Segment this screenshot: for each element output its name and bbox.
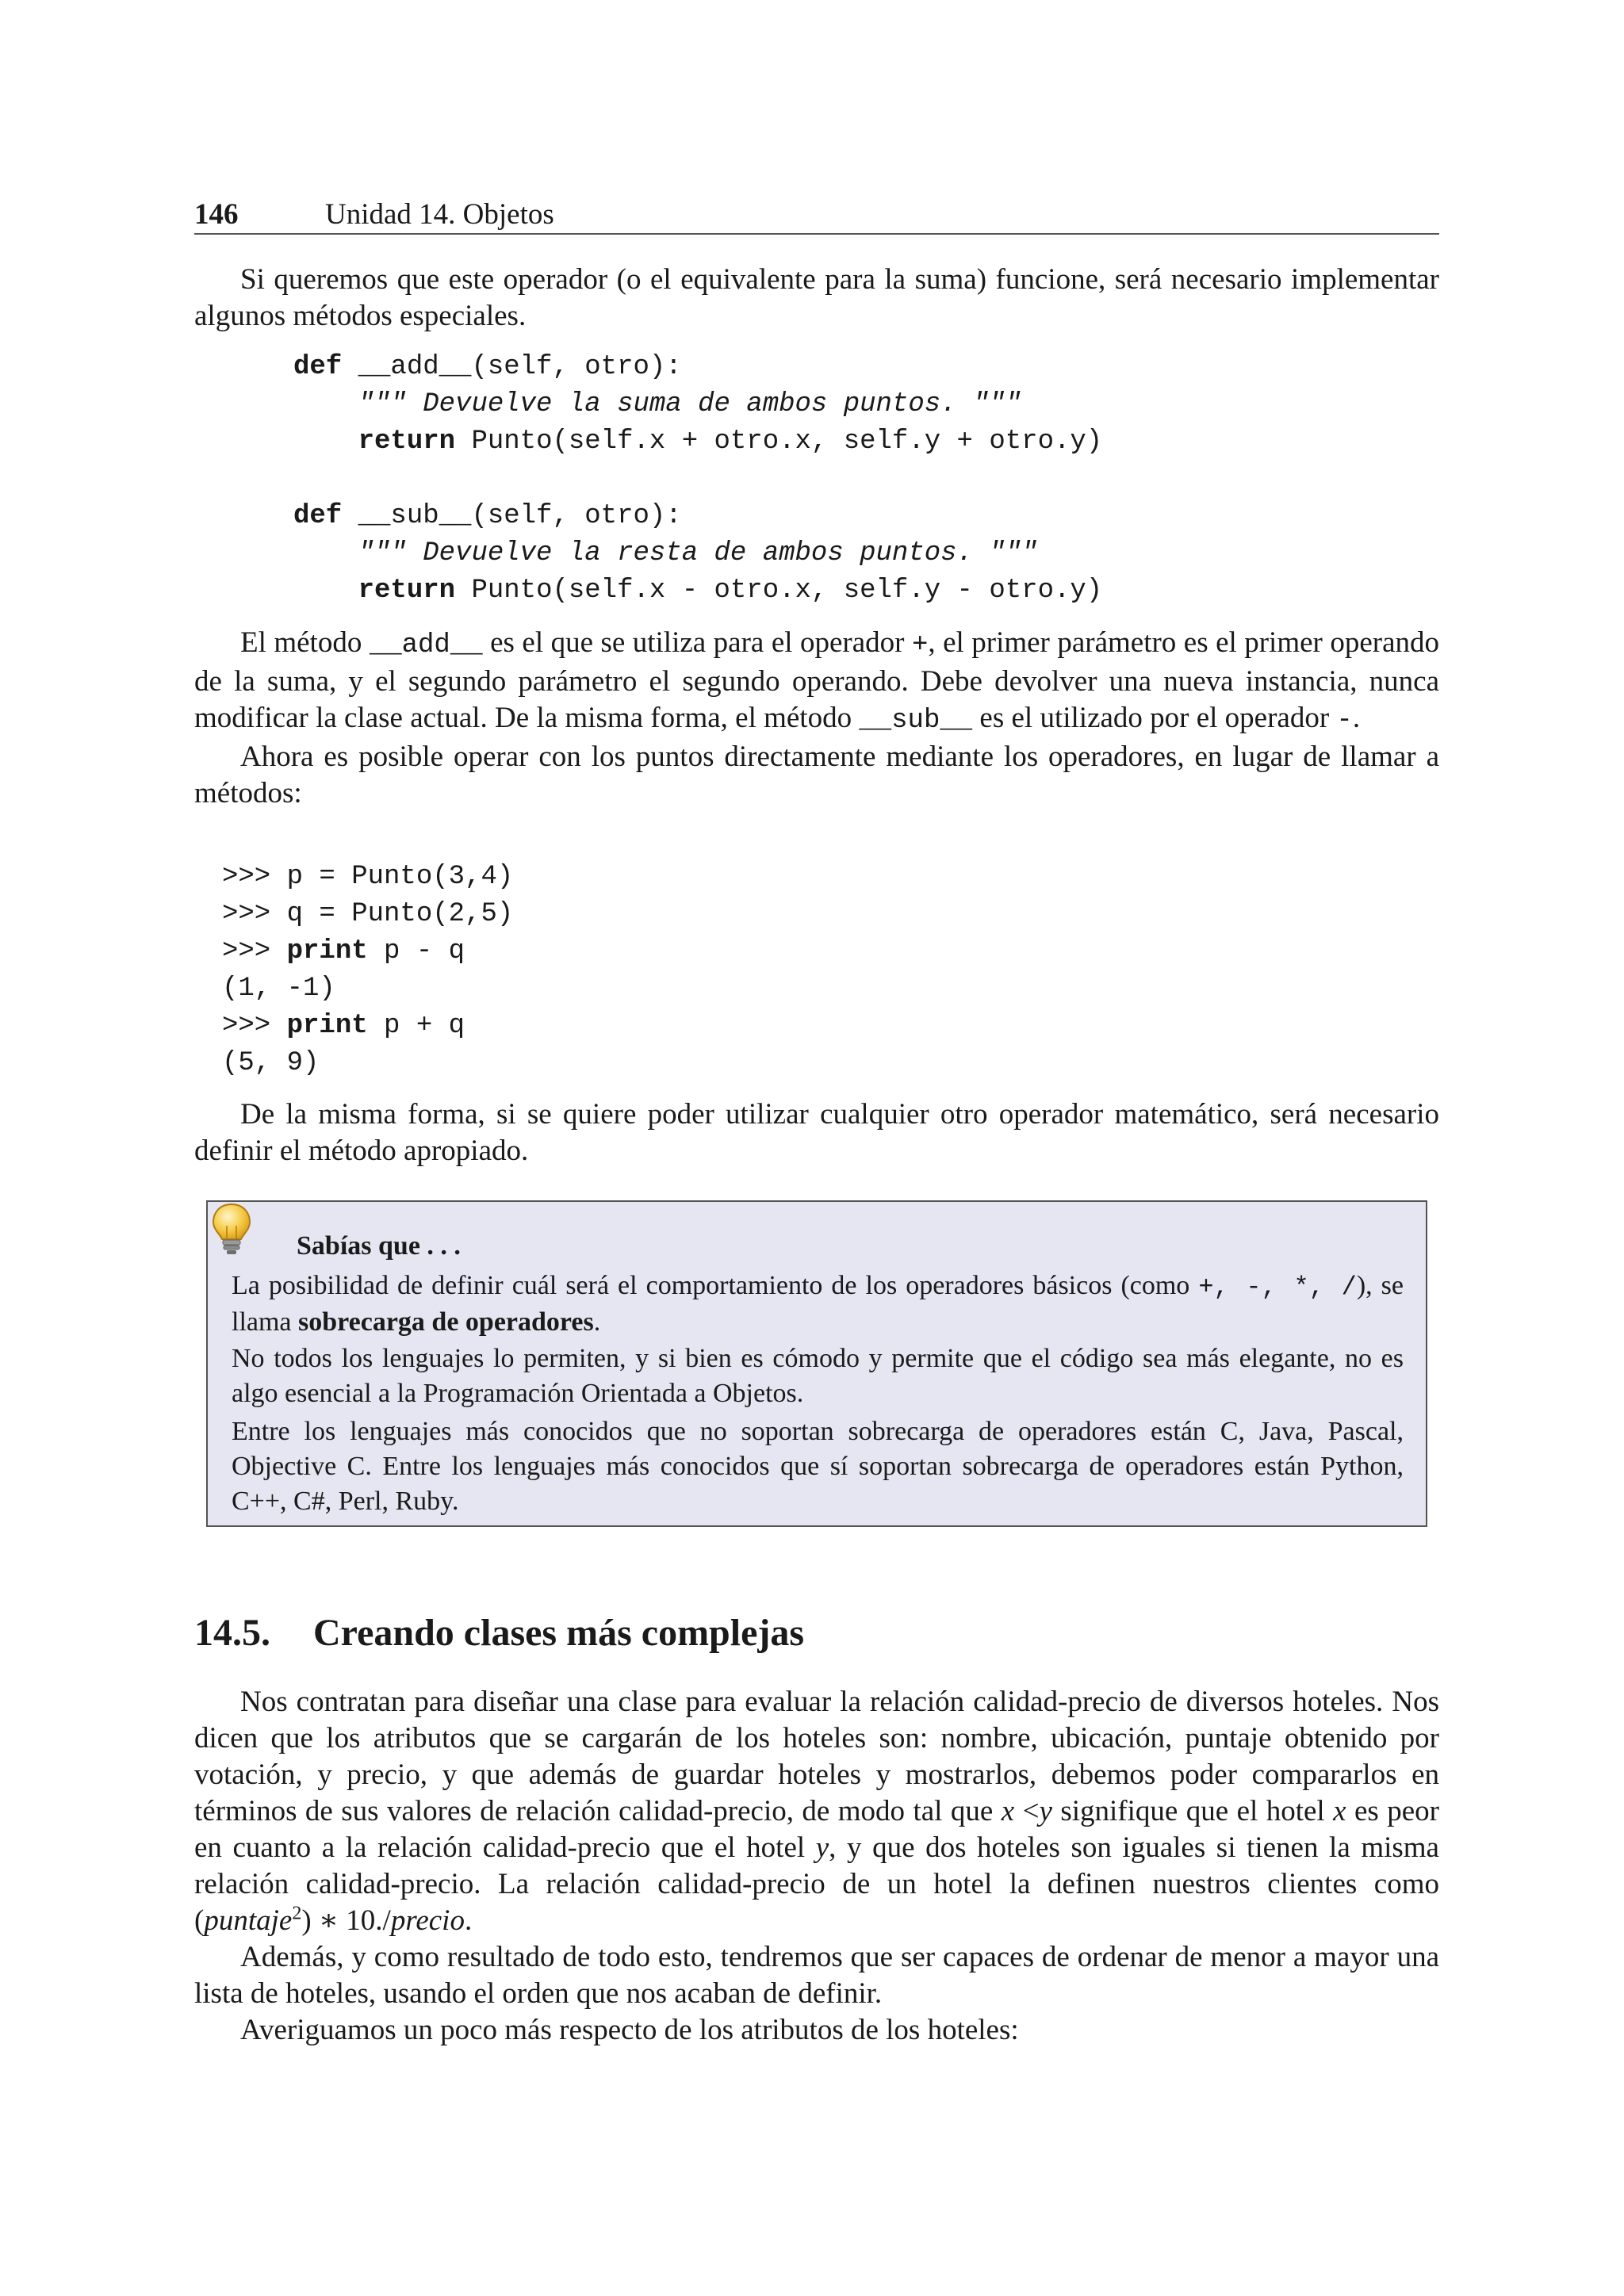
text-run: , el primer parámetro es el primer operando de la suma, y el segundo parámetro el segundo operando. Debe devolver una nueva instancia, nunca modificar la clase actual. De la misma forma, el método (194, 626, 1439, 734)
hotel-text-block (194, 1684, 1439, 2049)
method-paragraph-block (194, 625, 1439, 812)
page-header (194, 197, 1439, 235)
text-run: ), se llama (232, 1271, 1404, 1337)
formula-part: ( (194, 1904, 205, 1937)
keyword-print: print (286, 1011, 368, 1041)
section-title (194, 1609, 1439, 1657)
session-expr: p + q (367, 1011, 465, 1041)
text-run: Nos contratan para diseñar una clase para evaluar la relación calidad-precio de diversos hoteles. Nos dicen que los atributos que se cargarán de los hoteles son: nombre, ubicación, puntaje obtenido por votación, y precio, y que además de guardar hoteles y mostrarlos, debemos poder compararlos en términos de sus valores de relación calidad-precio, de modo tal que (194, 1686, 1439, 1827)
code-sub-def-line (293, 498, 1435, 535)
math-paragraph-block (194, 1096, 1439, 1169)
inline-code-plus: + (911, 630, 929, 660)
session-output: (5, 9) (222, 1048, 320, 1078)
keyword-return: return (358, 576, 456, 606)
formula-exponent: 2 (292, 1903, 302, 1924)
code-sub-signature: __sub__(self, otro): (342, 501, 682, 531)
code-sub-docstring: """ Devuelve la resta de ambos puntos. """ (358, 538, 1038, 568)
callout-paragraph-2: No todos los lenguajes lo permiten, y si bien es cómodo y permite que el código sea más elegante, no es algo esencial a la Programación Orientada a Objetos. (232, 1344, 1404, 1408)
text-run: es el utilizado por el operador (972, 702, 1337, 734)
formula (194, 1904, 465, 1937)
session-line (222, 1008, 1411, 1045)
code-sub-return-line (293, 572, 1435, 610)
inline-code-operators: +, -, *, / (1198, 1272, 1357, 1302)
interactive-session (222, 859, 1411, 1082)
code-add-signature: __add__(self, otro): (342, 352, 682, 382)
prompt: >>> (222, 936, 287, 966)
page-number: 146 (194, 198, 239, 231)
did-you-know-callout (206, 1200, 1427, 1527)
keyword-print: print (286, 936, 368, 966)
inline-code-minus: - (1336, 706, 1353, 736)
text-run: < (1014, 1795, 1040, 1827)
callout-body (232, 1224, 1404, 1519)
code-block-sub (293, 498, 1435, 610)
section-title-text: Creando clases más complejas (313, 1612, 805, 1654)
text-run: signifique que el hotel (1051, 1795, 1334, 1827)
session-line: >>> q = Punto(2,5) (222, 899, 514, 929)
hotel-paragraph (194, 1684, 1439, 1939)
inline-code-sub: __sub__ (859, 706, 973, 736)
math-paragraph: De la misma forma, si se quiere poder utilizar cualquier otro operador matemático, será necesario definir el método apropiado. (194, 1098, 1439, 1167)
math-var: y (1039, 1795, 1052, 1827)
prompt: >>> (222, 1011, 287, 1041)
text-run: . (464, 1904, 473, 1937)
session-output: (1, -1) (222, 974, 335, 1004)
method-paragraph (194, 625, 1439, 739)
callout-paragraph-3: Entre los lenguajes más conocidos que no soportan sobrecarga de operadores están C, Java, Pascal, Objective C. Entre los lenguajes más conocidos que sí soportan sobrecarga de operadores están Python, C++, C#, Perl, Ruby. (232, 1417, 1404, 1516)
code-sub-doc-line (293, 535, 1435, 572)
keyword-def: def (293, 352, 343, 382)
text-run: La posibilidad de definir cuál será el comportamiento de los operadores básicos (como (232, 1271, 1199, 1300)
session-line (222, 933, 1411, 970)
text-run: . (593, 1307, 601, 1337)
code-sub-return-expr: Punto(self.x - otro.x, self.y - otro.y) (455, 576, 1103, 606)
callout-title: Sabías que . . . (297, 1231, 461, 1261)
text-run: es peor en cuanto a la relación calidad-precio que el hotel (194, 1795, 1439, 1864)
code-add-docstring: """ Devuelve la suma de ambos puntos. """ (358, 389, 1022, 419)
formula-var: precio (390, 1904, 465, 1937)
code-add-return-line (293, 423, 1435, 461)
operators-paragraph: Ahora es posible operar con los puntos directamente mediante los operadores, en lugar de llamar a métodos: (194, 740, 1439, 809)
math-var: x (1333, 1795, 1346, 1827)
sort-paragraph: Además, y como resultado de todo esto, tendremos que ser capaces de ordenar de menor a mayor una lista de hoteles, usando el orden que nos acaban de definir. (194, 1941, 1439, 2010)
intro-paragraph-block (194, 262, 1439, 335)
formula-part: ) ∗ 10./ (301, 1904, 391, 1937)
session-line: >>> p = Punto(3,4) (222, 862, 514, 892)
section-number: 14.5. (194, 1612, 270, 1654)
code-block-add (293, 349, 1435, 461)
code-add-return-expr: Punto(self.x + otro.x, self.y + otro.y) (455, 427, 1103, 457)
code-add-def-line (293, 349, 1435, 386)
text-run: El método (240, 626, 370, 659)
math-var: x (1001, 1795, 1015, 1827)
running-title: Unidad 14. Objetos (325, 198, 554, 231)
math-var: y (815, 1831, 829, 1864)
text-run: , y que dos hoteles son iguales si tienen la misma relación calidad-precio. La relación calidad-precio de un hotel la definen nuestros clientes como (194, 1831, 1439, 1900)
session-expr: p - q (367, 936, 465, 966)
section-heading (194, 1609, 1439, 1657)
code-add-doc-line (293, 386, 1435, 423)
text-run: es el que se utiliza para el operador (482, 626, 912, 659)
formula-var: puntaje (204, 1904, 293, 1937)
keyword-return: return (358, 427, 456, 457)
inline-code-add: __add__ (369, 630, 483, 660)
bold-term: sobrecarga de operadores (298, 1307, 594, 1337)
last-paragraph: Averiguamos un poco más respecto de los atributos de los hoteles: (240, 2014, 1019, 2046)
text-run: . (1352, 702, 1361, 734)
keyword-def: def (293, 501, 343, 531)
intro-paragraph: Si queremos que este operador (o el equivalente para la suma) funcione, será necesario implementar algunos métodos especiales. (194, 263, 1439, 332)
callout-paragraph-1 (232, 1269, 1404, 1340)
